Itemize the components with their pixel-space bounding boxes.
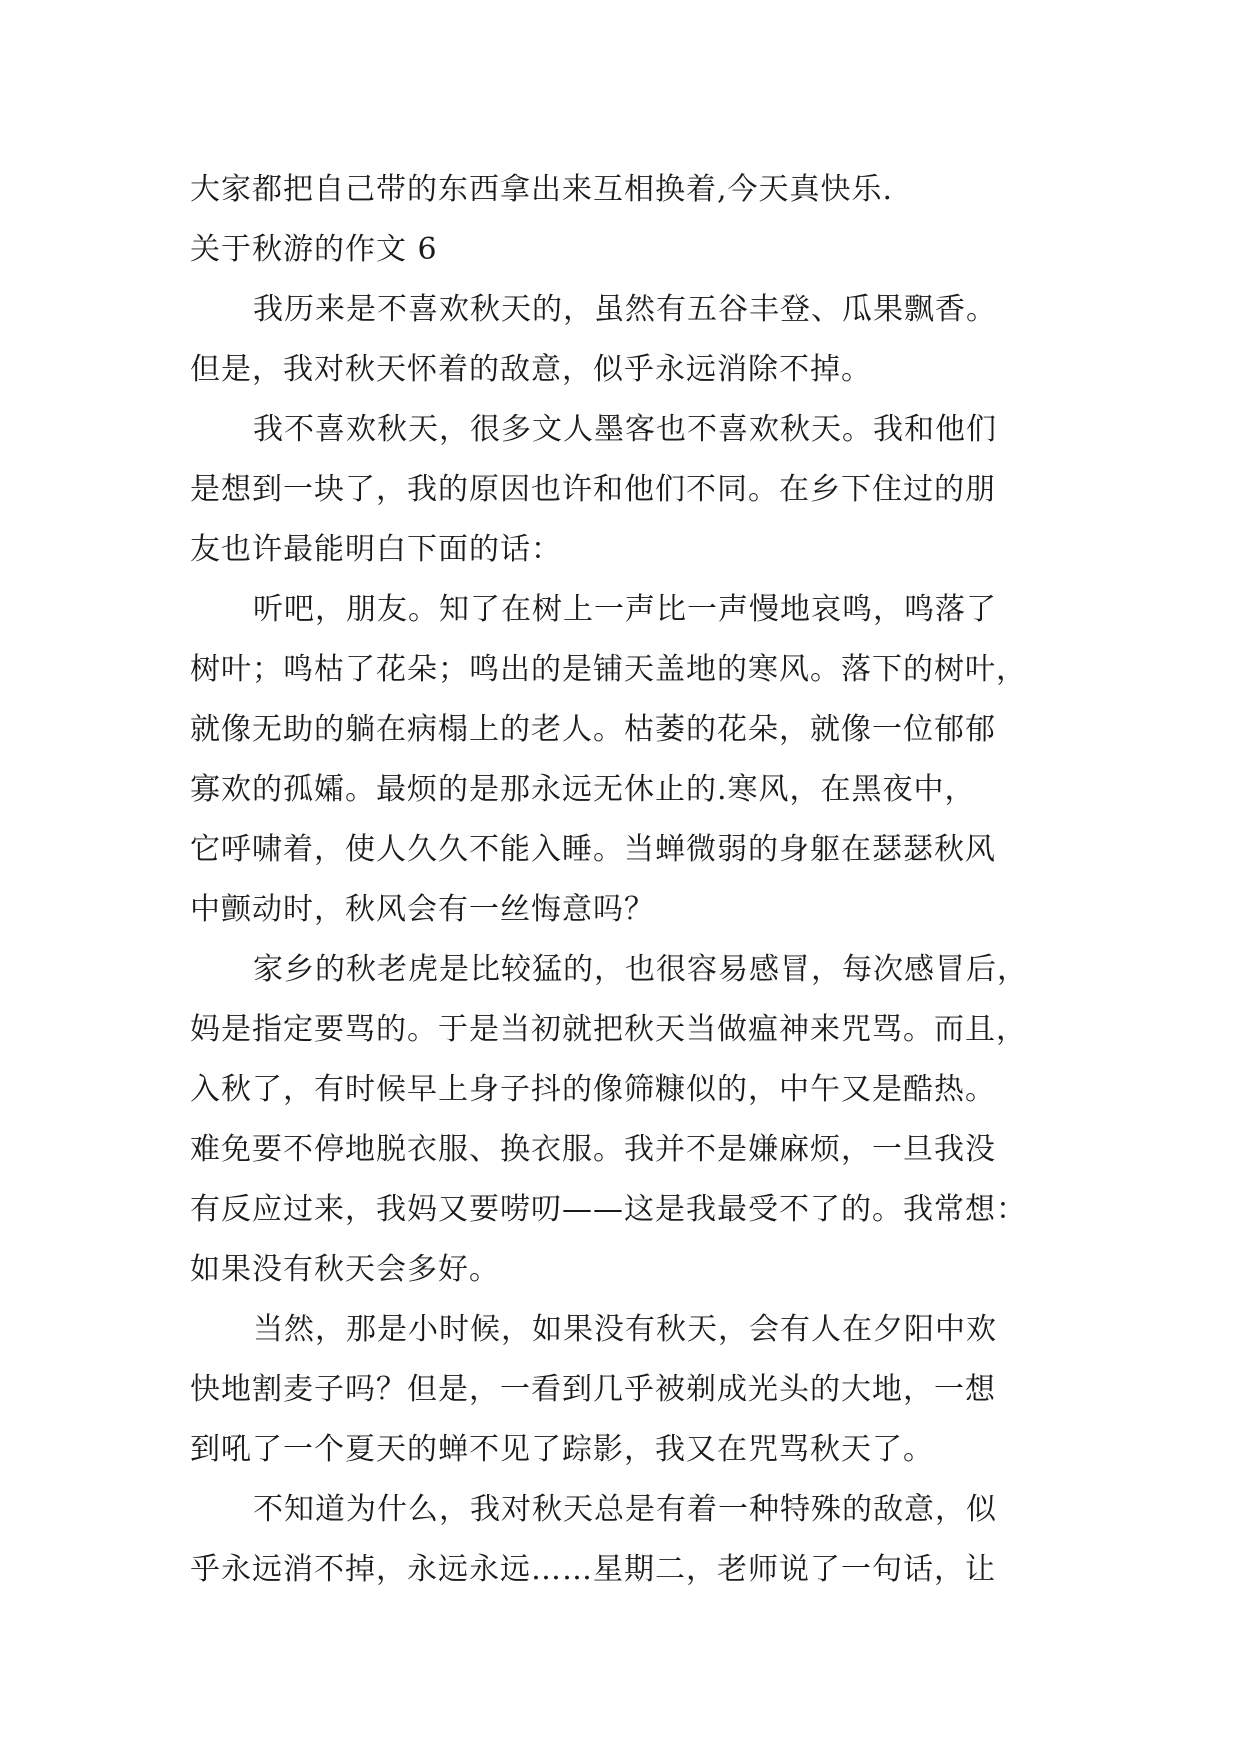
paragraph-line: 中颤动时，秋风会有一丝悔意吗？ <box>190 892 655 927</box>
paragraph-line: 快地割麦子吗？但是，一看到几乎被剃成光头的大地，一想 <box>190 1372 996 1407</box>
paragraph-line: 到吼了一个夏天的蝉不见了踪影，我又在咒骂秋天了。 <box>190 1432 934 1467</box>
paragraph-line: 树叶；鸣枯了花朵；鸣出的是铺天盖地的寒风。落下的树叶， <box>190 652 1027 687</box>
paragraph-line: 寡欢的孤孀。最烦的是那永远无休止的.寒风，在黑夜中， <box>190 772 976 807</box>
paragraph-line: 是想到一块了，我的原因也许和他们不同。在乡下住过的朋 <box>190 472 996 507</box>
paragraph-line: 当然，那是小时候，如果没有秋天，会有人在夕阳中欢 <box>253 1312 997 1347</box>
paragraph-line: 乎永远消不掉，永远永远……星期二，老师说了一句话，让 <box>190 1552 996 1587</box>
paragraph-line: 难免要不停地脱衣服、换衣服。我并不是嫌麻烦，一旦我没 <box>190 1132 996 1167</box>
paragraph-line: 它呼啸着，使人久久不能入睡。当蝉微弱的身躯在瑟瑟秋风 <box>190 832 996 867</box>
paragraph-line: 有反应过来，我妈又要唠叨——这是我最受不了的。我常想： <box>190 1192 1027 1227</box>
paragraph-line: 但是，我对秋天怀着的敌意，似乎永远消除不掉。 <box>190 352 872 387</box>
paragraph-line: 妈是指定要骂的。于是当初就把秋天当做瘟神来咒骂。而且， <box>190 1012 1027 1047</box>
paragraph-line: 入秋了，有时候早上身子抖的像筛糠似的，中午又是酷热。 <box>190 1072 996 1107</box>
paragraph-line: 我历来是不喜欢秋天的，虽然有五谷丰登、瓜果飘香。 <box>253 292 997 327</box>
paragraph-line: 不知道为什么，我对秋天总是有着一种特殊的敌意，似 <box>253 1492 997 1527</box>
paragraph-line: 我不喜欢秋天，很多文人墨客也不喜欢秋天。我和他们 <box>253 412 997 447</box>
section-heading: 关于秋游的作文 6 <box>190 232 438 267</box>
paragraph-line: 友也许最能明白下面的话： <box>190 532 562 567</box>
text-line: 大家都把自己带的东西拿出来互相换着,今天真快乐. <box>190 172 894 207</box>
paragraph-line: 如果没有秋天会多好。 <box>190 1252 500 1287</box>
paragraph-line: 家乡的秋老虎是比较猛的，也很容易感冒，每次感冒后， <box>253 952 1028 987</box>
paragraph-line: 就像无助的躺在病榻上的老人。枯萎的花朵，就像一位郁郁 <box>190 712 996 747</box>
paragraph-line: 听吧，朋友。知了在树上一声比一声慢地哀鸣，鸣落了 <box>253 592 997 627</box>
